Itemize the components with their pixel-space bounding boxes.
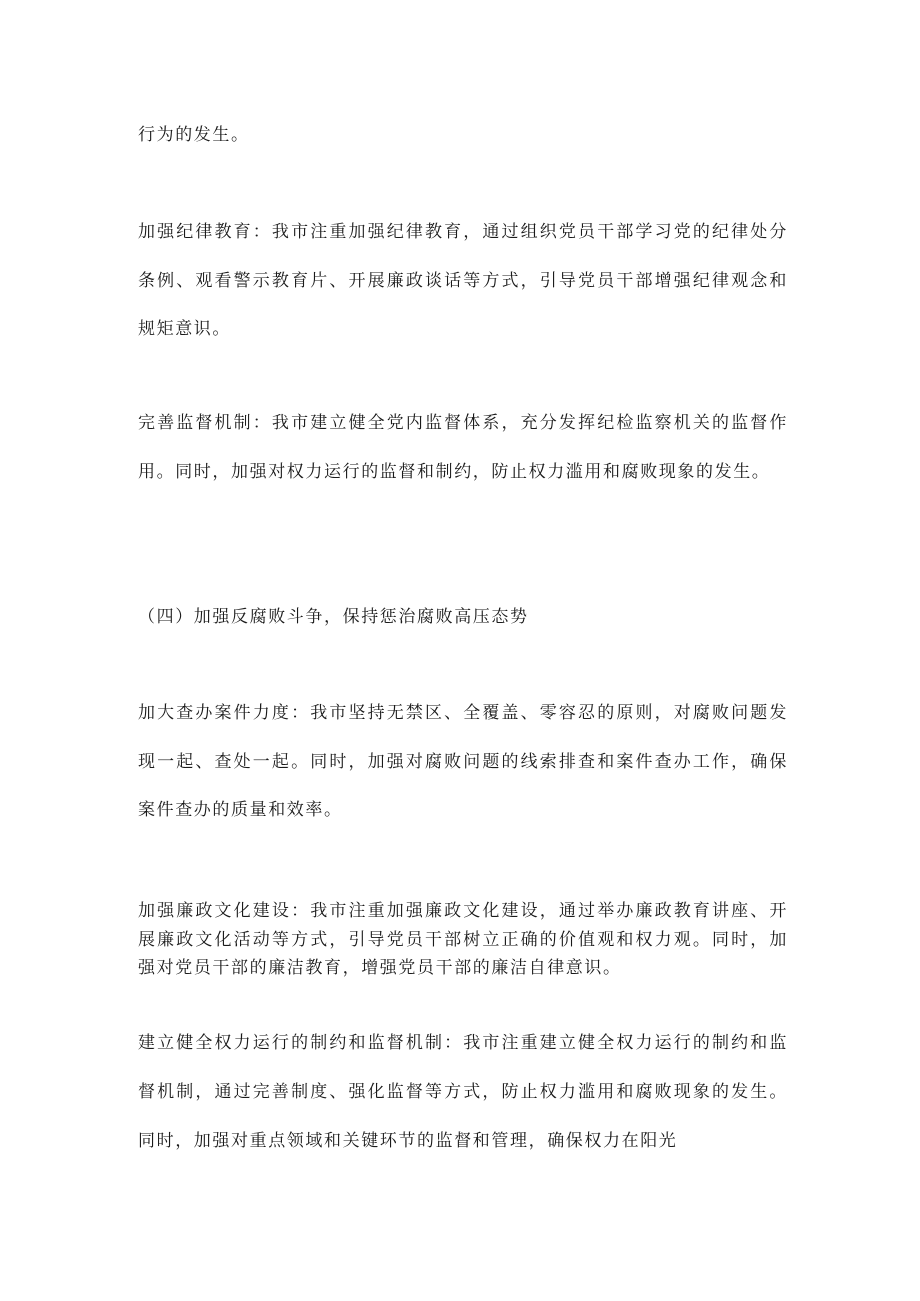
paragraph-continuation: 行为的发生。	[138, 125, 250, 145]
paragraph-integrity-culture: 加强廉政文化建设：我市注重加强廉政文化建设，通过举办廉政教育讲座、开展廉政文化活动等方式，引导党员干部树立正确的价值观和权力观。同时，加强对党员干部的廉洁教育，增强党员干部的廉洁自律意识。	[138, 901, 788, 978]
paragraph-supervision-mechanism: 完善监督机制：我市建立健全党内监督体系，充分发挥纪检监察机关的监督作用。同时，加强对权力运行的监督和制约，防止权力滥用和腐败现象的发生。	[138, 413, 788, 482]
paragraph-discipline-education: 加强纪律教育：我市注重加强纪律教育，通过组织党员干部学习党的纪律处分条例、观看警示教育片、开展廉政谈话等方式，引导党员干部增强纪律观念和规矩意识。	[138, 222, 788, 339]
paragraph-power-oversight: 建立健全权力运行的制约和监督机制：我市注重建立健全权力运行的制约和监督机制，通过完善制度、强化监督等方式，防止权力滥用和腐败现象的发生。同时，加强对重点领域和关键环节的监督和管理，确保权力在阳光	[138, 1033, 788, 1151]
section-heading-anti-corruption: （四）加强反腐败斗争，保持惩治腐败高压态势	[138, 607, 529, 627]
paragraph-case-investigation: 加大查办案件力度：我市坚持无禁区、全覆盖、零容忍的原则，对腐败问题发现一起、查处一起。同时，加强对腐败问题的线索排查和案件查办工作，确保案件查办的质量和效率。	[138, 703, 788, 820]
